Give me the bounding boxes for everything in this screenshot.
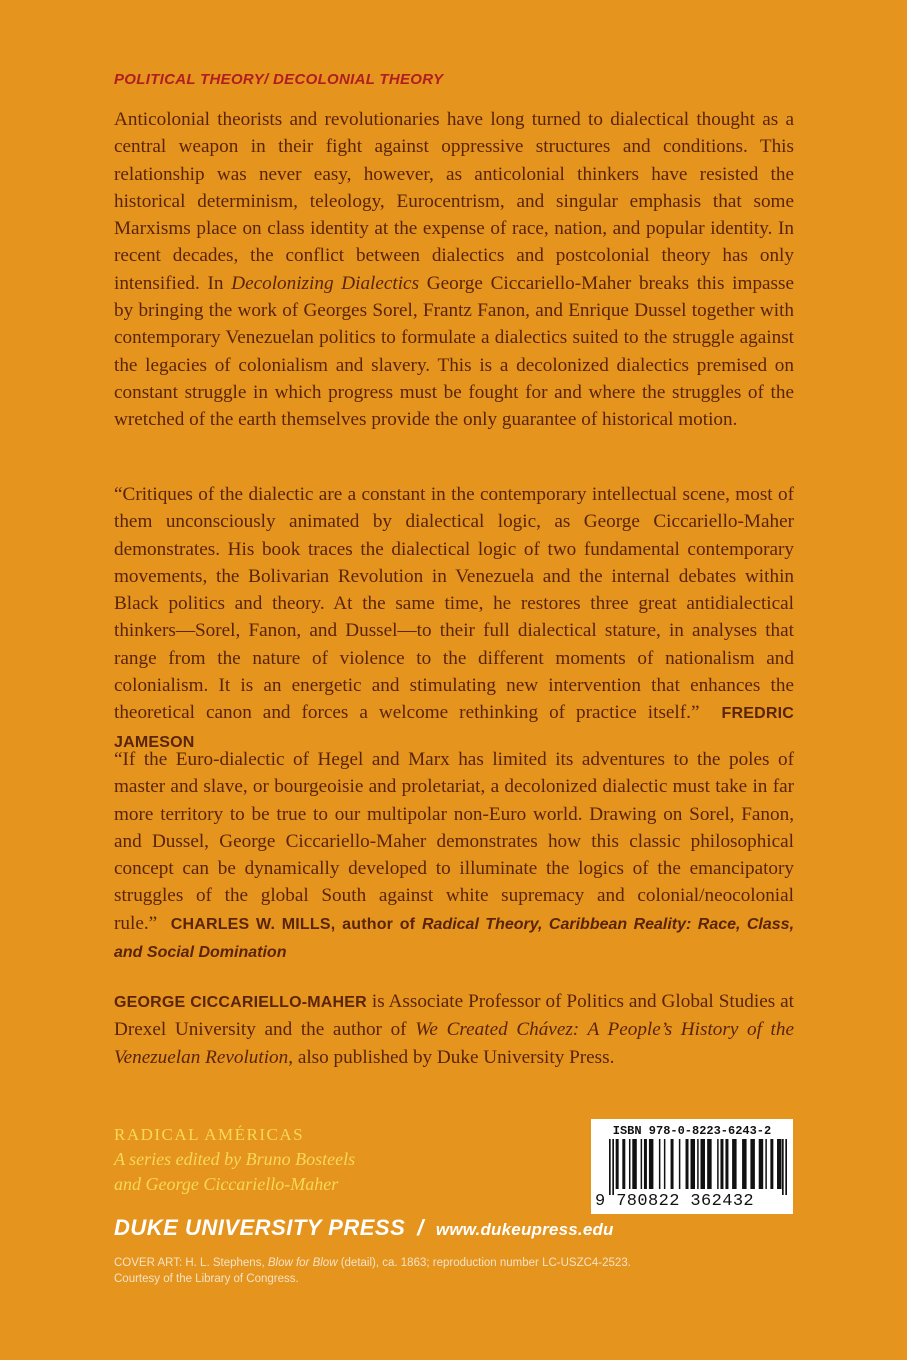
barcode-bar [785, 1139, 787, 1195]
blurb-mills-book: Radical Theory, Caribbean Reality: Race, Class, and Social Domination [114, 915, 795, 962]
blurb-mills [114, 746, 794, 966]
category-label: POLITICAL THEORY/ DECOLONIAL THEORY [114, 71, 444, 88]
publisher-line [114, 1215, 614, 1241]
barcode-bar [700, 1139, 704, 1189]
series-editors-line-2: and George Ciccariello-Maher [114, 1174, 339, 1194]
description-part-2: George Ciccariello-Maher breaks this impasse by bringing the work of Georges Sorel, Frantz Fanon, and Enrique Dussel together with contemporary Venezuelan politics to formulate a dialectics suited to the struggle against the legacies of colonialism and slavery. This is a decolonized dialectics premised on constant struggle in which progress must be fought for and where the struggles of the wretched of the earth themselves provide the only guarantee of historical motion. [114, 272, 795, 431]
bio-book-title: We Created Chávez: A People’s History of the Venezuelan Revolution [114, 1019, 795, 1068]
barcode-bar [750, 1139, 754, 1189]
barcode-bar [679, 1139, 680, 1189]
barcode-bar [632, 1139, 636, 1189]
barcode-bar [717, 1139, 718, 1189]
barcode-bar [644, 1139, 647, 1189]
barcode-bar [671, 1139, 674, 1189]
barcode-bar [777, 1139, 781, 1189]
blurb-jameson-author: FREDRIC JAMESON [114, 705, 795, 751]
book-description [114, 106, 794, 434]
barcode-bar [691, 1139, 695, 1189]
credits-label: COVER ART: H. L. Stephens, [114, 1257, 268, 1269]
author-bio [114, 988, 794, 1071]
barcode-bar [707, 1139, 711, 1189]
publisher-url[interactable]: www.dukeupress.edu [435, 1220, 614, 1239]
barcode-bar [659, 1139, 660, 1189]
blurb-mills-author: CHARLES W. MILLS, [170, 915, 336, 933]
barcode-bars [609, 1139, 787, 1195]
barcode-bar [697, 1139, 698, 1189]
credits-line-1 [114, 1255, 814, 1271]
barcode-bar [649, 1139, 653, 1189]
isbn-number: ISBN 978-0-8223-6243-2 [612, 1124, 772, 1138]
barcode-bar [732, 1139, 736, 1189]
publisher-slash: / [417, 1215, 424, 1240]
blurb-mills-text: “If the Euro-dialectic of Hegel and Marx has limited its adventures to the poles of master and slave, or bourgeoisie and proletariat, a decolonized dialectic must take in far more territory to be true to our multipolar non-Euro world. Drawing on Sorel, Fanon, and Dussel, George Ciccariello-Maher demonstrates how this classic philosophical concept can be dynamically developed to illuminate the logics of the emancipatory struggles of the global South against white supremacy and colonial/neocolonial rule.” [114, 749, 794, 934]
author-name: GEORGE CICCARIELLO-MAHER [114, 994, 367, 1011]
blurb-mills-author-of: author of [342, 915, 416, 933]
barcode-bar [765, 1139, 766, 1189]
cover-art-credits [114, 1255, 814, 1287]
credits-line-2: Courtesy of the Library of Congress. [114, 1273, 299, 1285]
isbn-barcode [591, 1119, 793, 1214]
barcode-bar [612, 1139, 614, 1195]
bio-text-1: is Associate Professor of Politics and Global Studies at Drexel University and the author of [114, 991, 794, 1041]
barcode-bar [782, 1139, 784, 1195]
barcode-bar [664, 1139, 665, 1189]
barcode-bar [770, 1139, 773, 1189]
barcode-digits: 9 780822 362432 [595, 1192, 755, 1211]
barcode-bar [742, 1139, 746, 1189]
barcode-bar [759, 1139, 763, 1189]
barcode-bar [616, 1139, 619, 1189]
series-info [114, 1122, 414, 1197]
series-editors-line-1: A series edited by Bruno Bosteels [114, 1149, 356, 1169]
publisher-name: DUKE UNIVERSITY PRESS [114, 1215, 406, 1240]
blurb-jameson-text: “Critiques of the dialectic are a constant in the contemporary intellectual scene, most of them unconsciously animated by dialectical logic, as George Ciccariello-Maher demonstrates. His book traces the dialectical logic of two fundamental contemporary movements, the Bolivarian Revolution in Venezuela and the internal debates within Black politics and theory. At the same time, he restores three great antidialectical thinkers—Sorel, Fanon, and Dussel—to their full dialectical stature, in analyses that range from the nature of violence to the different moments of nationalism and colonialism. It is an energetic and stimulating new intervention that enhances the theoretical canon and forces a welcome rethinking of practice itself.” [114, 484, 794, 724]
series-title: RADICAL AMÉRICAS [114, 1125, 305, 1144]
book-title: Decolonizing Dialectics [231, 272, 420, 294]
credits-work: Blow for Blow [267, 1257, 338, 1269]
bio-text-2: , also published by Duke University Press. [288, 1046, 615, 1068]
barcode-bar [686, 1139, 689, 1189]
barcode-bar [609, 1139, 611, 1195]
barcode-bar [622, 1139, 625, 1189]
barcode-bar [629, 1139, 630, 1189]
barcode-bar [641, 1139, 642, 1189]
barcode-bar [720, 1139, 723, 1189]
credits-detail: (detail), ca. 1863; reproduction number LC-USZC4-2523. [337, 1257, 631, 1269]
description-part-1: Anticolonial theorists and revolutionaries have long turned to dialectical thought as a central weapon in their fight against oppressive structures and conditions. This relationship was never easy, however, as anticolonial thinkers have resisted the historical determinism, teleology, Eurocentrism, and singular emphasis that some Marxisms place on class identity at the expense of race, nation, and popular identity. In recent decades, the conflict between dialectics and postcolonial theory has only intensified. In [114, 109, 794, 294]
barcode-bar [725, 1139, 728, 1189]
blurb-jameson [114, 481, 794, 756]
